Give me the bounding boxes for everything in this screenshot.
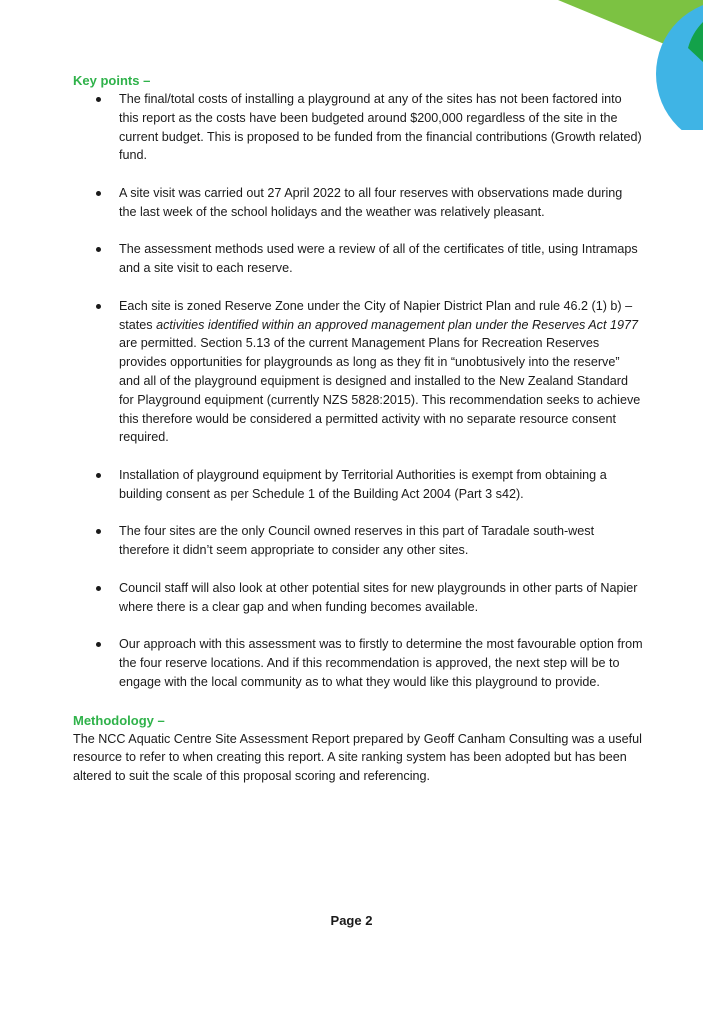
list-item: Our approach with this assessment was to firstly to determine the most favourable option from the four reserve locations. And if this recommendation is approved, the next step will be to engage with the local community as to what they would like this playground to provide. — [73, 635, 643, 691]
list-item: A site visit was carried out 27 April 2022 to all four reserves with observations made during the last week of the school holidays and the weather was relatively pleasant. — [73, 184, 643, 222]
key-points-list — [73, 90, 643, 692]
list-item: The four sites are the only Council owned reserves in this part of Taradale south-west therefore it didn’t seem appropriate to consider any other sites. — [73, 522, 643, 560]
list-item: Installation of playground equipment by Territorial Authorities is exempt from obtaining a building consent as per Schedule 1 of the Building Act 2004 (Part 3 s42). — [73, 466, 643, 504]
page-number: Page 2 — [330, 913, 373, 928]
methodology-heading: Methodology – — [73, 712, 165, 728]
zoning-text-b: are permitted. Section 5.13 of the current Management Plans for Recreation Reserves provides opportunities for playgrounds as long as they fit in “unobtusively into the reserve” and all of the playground equipment is designed and installed to the New Zealand Standard for Playground equipment (currently NZS 5828:2015). This recommendation seeks to achieve this therefore would be considered a permitted activity with no separate resource consent required. — [119, 336, 641, 445]
list-item: The final/total costs of installing a playground at any of the sites has not been factored into this report as the costs have been budgeted around $200,000 regardless of the site in the current budget. This is proposed to be funded from the financial contributions (Growth related) fund. — [73, 90, 643, 165]
key-points-heading: Key points – — [73, 73, 151, 88]
list-item: Council staff will also look at other potential sites for new playgrounds in other parts of Napier where there is a clear gap and when funding becomes available. — [73, 579, 643, 617]
zoning-text-a: Each site is zoned Reserve Zone under the City of Napier District Plan and rule 46.2 (1) b) – states — [119, 298, 633, 332]
page-content — [73, 72, 643, 786]
zoning-text-italic: activities identified within an approved management plan under the Reserves Act 1977 — [156, 317, 638, 332]
list-item — [73, 297, 643, 447]
list-item: The assessment methods used were a review of all of the certificates of title, using Intramaps and a site visit to each reserve. — [73, 240, 643, 278]
methodology-paragraph: The NCC Aquatic Centre Site Assessment Report prepared by Geoff Canham Consulting was a useful resource to refer to when creating this report. A site ranking system has been adopted but has been altered to suit the scale of this proposal scoring and referencing. — [73, 731, 642, 784]
